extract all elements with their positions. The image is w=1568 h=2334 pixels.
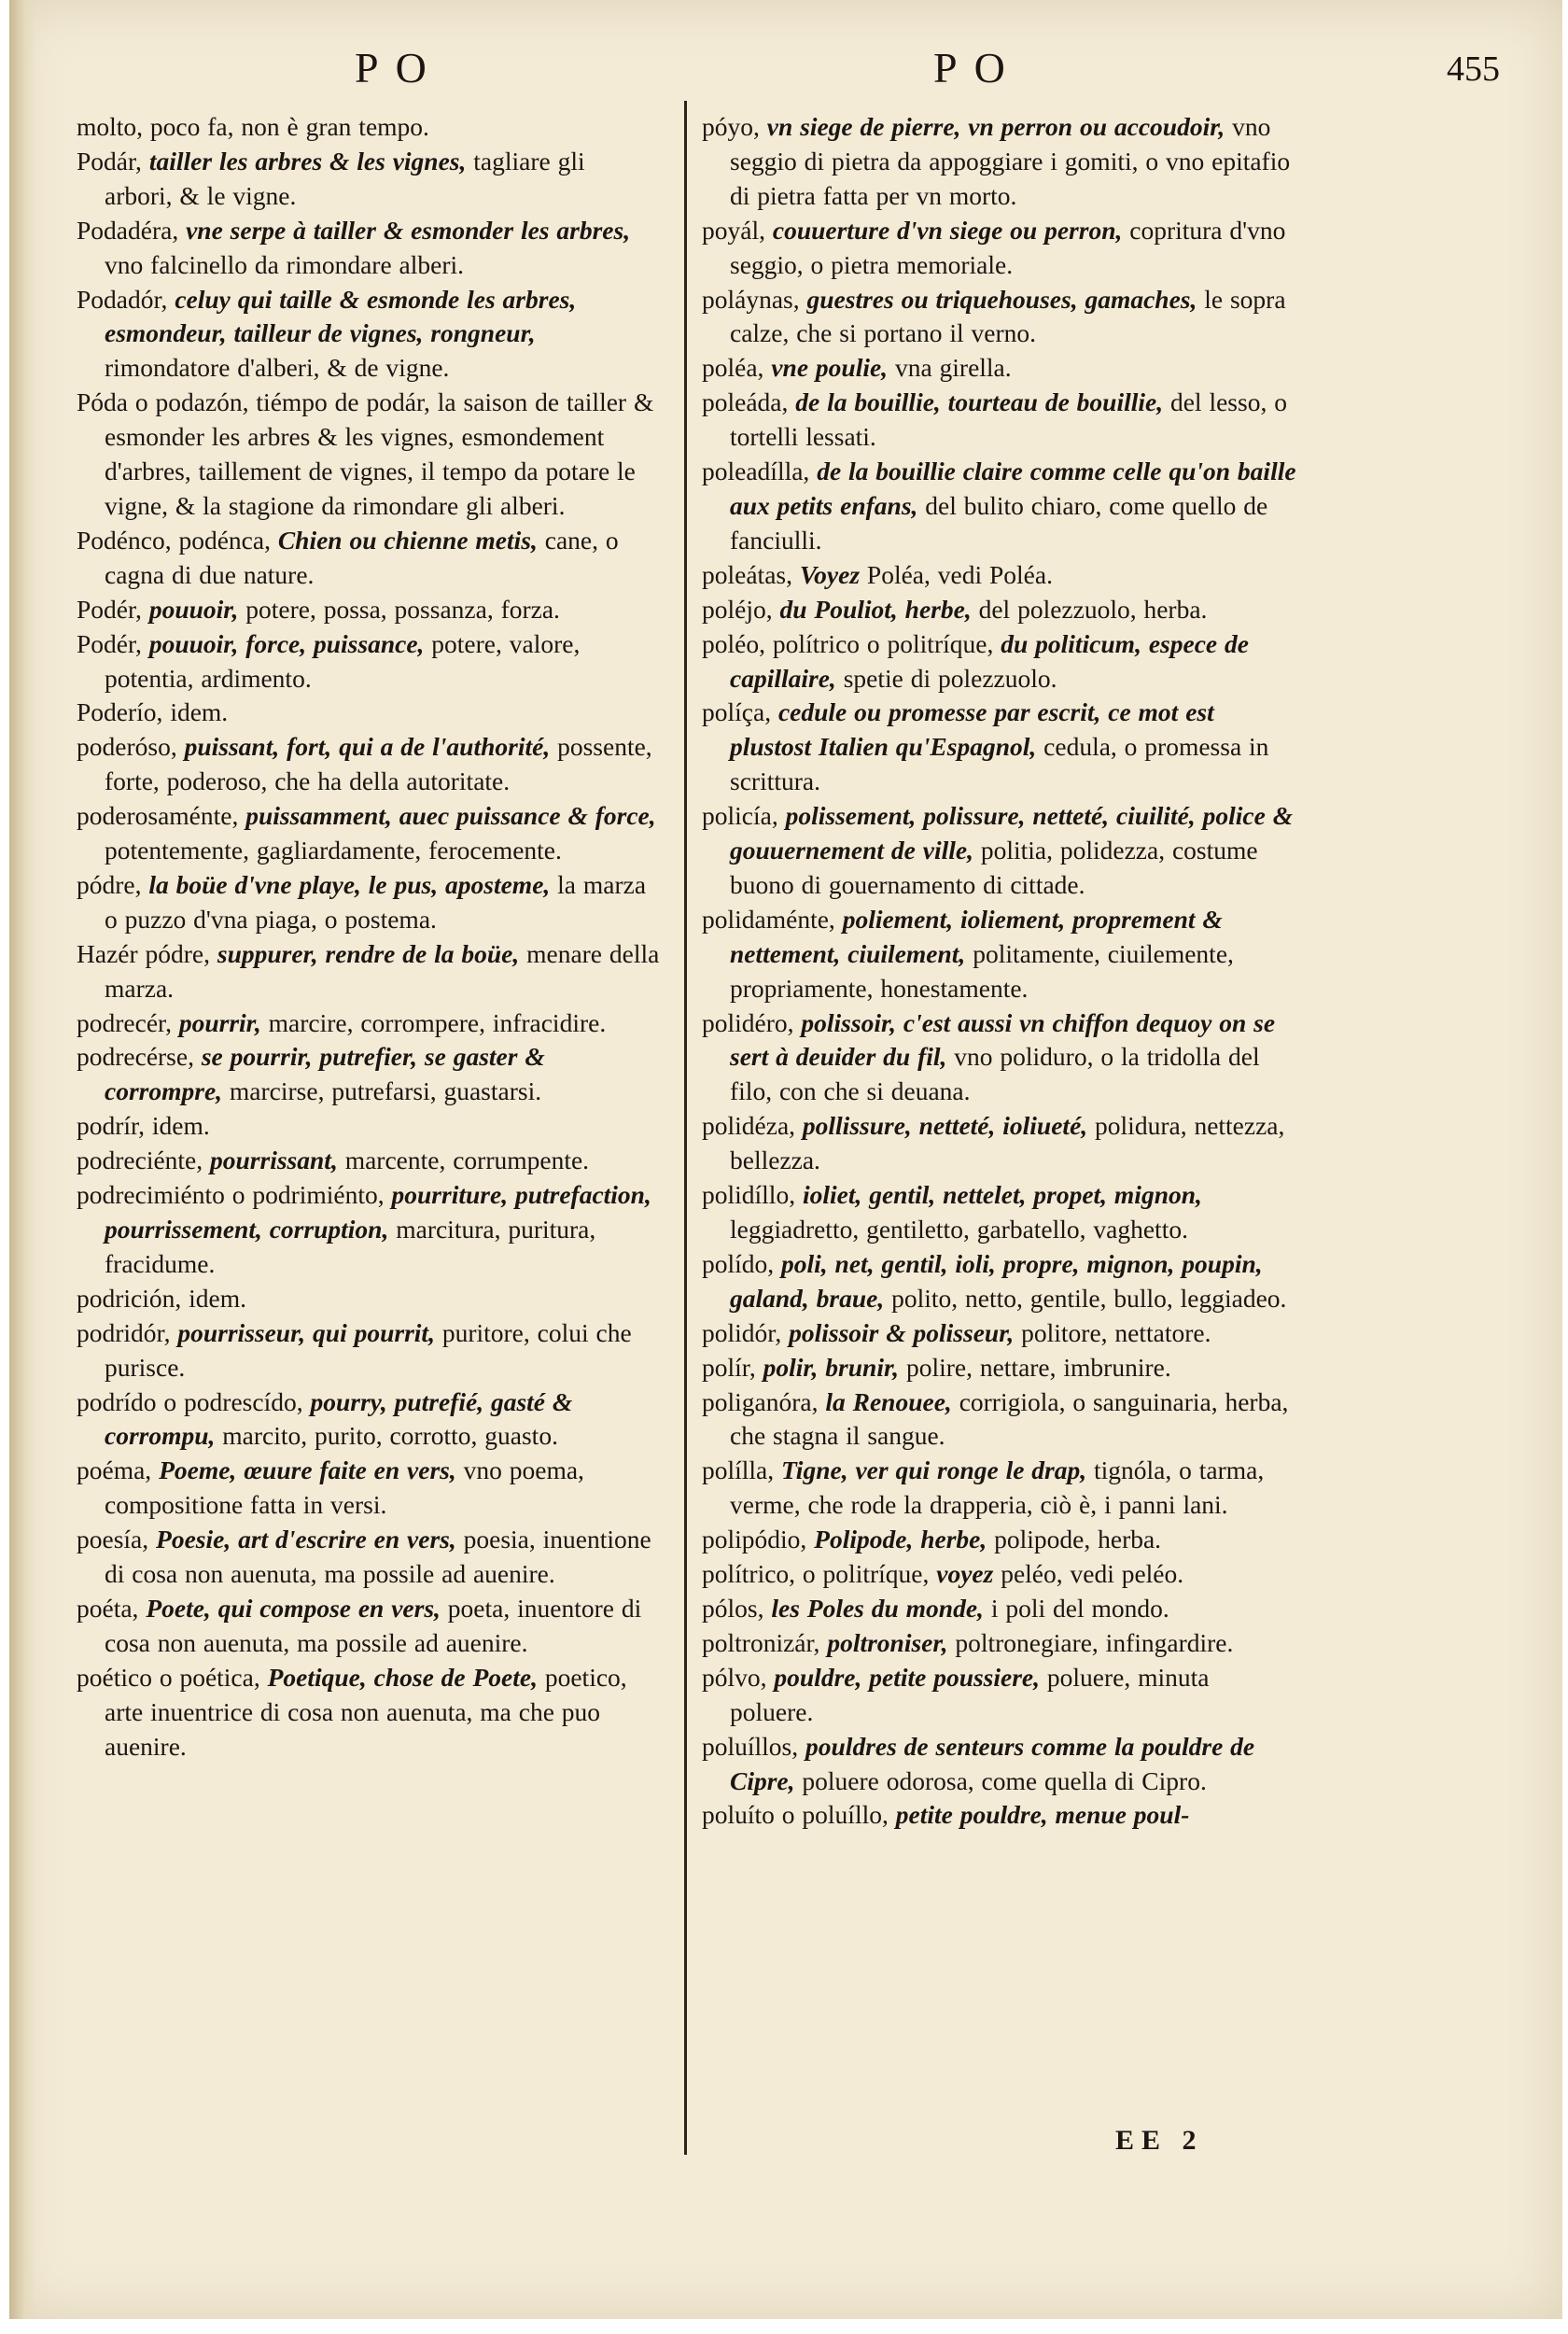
headword: Podár, <box>77 146 142 176</box>
right-column <box>702 110 1299 1833</box>
french-gloss: puissant, fort, qui a de l'authorité, <box>184 732 551 762</box>
italian-gloss: poetico, arte inuentrice di cosa non auenuta, ma che puo auenire. <box>105 1662 627 1761</box>
french-gloss: du politicum, espece de capillaire, <box>730 628 1249 693</box>
dictionary-entry <box>77 1144 660 1178</box>
french-gloss: poli, net, gentil, ioli, propre, mignon, poupin, galand, braue, <box>730 1248 1263 1313</box>
dictionary-entry <box>702 1798 1299 1833</box>
headword: poluíllos, <box>702 1731 799 1761</box>
italian-gloss: tagliare gli arbori, & le vigne. <box>105 146 585 210</box>
dictionary-entry <box>77 593 660 627</box>
dictionary-entry <box>77 1178 660 1282</box>
headword: polílla, <box>702 1455 775 1485</box>
headword: poléa, <box>702 353 764 383</box>
french-gloss: celuy qui taille & esmonde les arbres, esmondeur, tailleur de vignes, rongneur, <box>105 284 577 348</box>
french-gloss: guestres ou triquehouses, gamaches, <box>806 284 1197 314</box>
dictionary-entry <box>77 868 660 937</box>
dictionary-entry <box>77 145 660 214</box>
dictionary-entry <box>77 799 660 868</box>
italian-gloss: peléo, vedi peléo. <box>1001 1559 1184 1589</box>
headword: polír, <box>702 1352 756 1382</box>
french-gloss: Poete, qui compose en vers, <box>146 1593 441 1623</box>
headword: Hazér pódre, <box>77 938 210 968</box>
dictionary-entry <box>77 1316 660 1385</box>
left-column <box>77 110 660 1765</box>
dictionary-entry <box>77 1040 660 1109</box>
italian-gloss: marcito, purito, corrotto, guasto. <box>222 1421 558 1451</box>
dictionary-entry <box>702 1730 1299 1799</box>
headword: polidíllo, <box>702 1180 796 1210</box>
dictionary-entry <box>77 1282 660 1316</box>
italian-gloss: potere, valore, potentia, ardimento. <box>105 628 581 693</box>
italian-gloss: rimondatore d'alberi, & de vigne. <box>105 353 450 383</box>
dictionary-entry <box>77 214 660 283</box>
italian-gloss: copritura d'vno seggio, o pietra memoriale. <box>730 215 1286 279</box>
dictionary-entry <box>702 558 1299 593</box>
dictionary-entry <box>77 1592 660 1661</box>
italian-gloss: le sopra calze, che si portano il verno. <box>730 284 1286 348</box>
headword: policía, <box>702 801 778 831</box>
dictionary-entry <box>702 283 1299 352</box>
french-gloss: les Poles du monde, <box>771 1593 984 1623</box>
french-gloss: vne serpe à tailler & esmonder les arbres, <box>186 215 631 245</box>
italian-gloss: del polezzuolo, herba. <box>978 594 1208 624</box>
dictionary-entry <box>77 1006 660 1041</box>
french-gloss: polissement, polissure, netteté, ciuilité, police & gouuernement de ville, <box>730 801 1294 865</box>
headword: poéta, <box>77 1593 139 1623</box>
dictionary-entry <box>77 1523 660 1592</box>
italian-gloss: vno poliduro, o la tridolla del filo, con che si deuana. <box>730 1042 1260 1106</box>
french-gloss: se pourrir, putrefier, se gaster & corrompre, <box>105 1042 545 1106</box>
french-gloss: pourrisseur, qui pourrit, <box>177 1317 435 1347</box>
dictionary-entry <box>702 1661 1299 1730</box>
italian-gloss: polipode, herba. <box>994 1525 1162 1554</box>
italian-gloss: spetie di polezzuolo. <box>843 663 1057 693</box>
dictionary-entry <box>702 1109 1299 1178</box>
headword: Podénco, podénca, <box>77 525 271 555</box>
italian-gloss: molto, poco fa, non è gran tempo. <box>77 112 429 141</box>
headword: poético o poética, <box>77 1662 260 1692</box>
dictionary-entry <box>702 1523 1299 1557</box>
headword: poltronizár, <box>702 1627 820 1657</box>
headword: Podér, <box>77 628 142 658</box>
italian-gloss: poluere odorosa, come quella di Cipro. <box>802 1765 1207 1795</box>
headword: póyo, <box>702 112 760 141</box>
french-gloss: pouuoir, force, puissance, <box>148 628 425 658</box>
italian-gloss: polidura, nettezza, bellezza. <box>730 1111 1285 1175</box>
headword: Podér, <box>77 594 142 624</box>
italian-gloss: marcirse, putrefarsi, guastarsi. <box>229 1076 542 1106</box>
italian-gloss: cedula, o promessa in scrittura. <box>730 732 1269 796</box>
french-gloss: Chien ou chienne metis, <box>277 525 538 555</box>
italian-gloss: vno seggio di pietra da appoggiare i gomiti, o vno epitafio di pietra fatta per vn morto. <box>730 112 1291 210</box>
italian-gloss: poesia, inuentione di cosa non auenuta, ma possile ad auenire. <box>105 1525 651 1589</box>
italian-gloss: Poléa, vedi Poléa. <box>866 559 1053 589</box>
headword: Poderío, <box>77 697 163 727</box>
dictionary-entry <box>702 351 1299 386</box>
italian-gloss: idem. <box>189 1283 247 1313</box>
dictionary-entry <box>77 1454 660 1523</box>
italian-gloss: cane, o cagna di due nature. <box>105 525 619 589</box>
italian-gloss: marcitura, puritura, fracidume. <box>105 1215 596 1278</box>
french-gloss: polir, brunir, <box>763 1352 900 1382</box>
french-gloss: la boüe d'vne playe, le pus, aposteme, <box>148 869 551 899</box>
dictionary-entry <box>702 696 1299 799</box>
italian-gloss: menare della marza. <box>105 938 660 1003</box>
italian-gloss: polire, nettare, imbrunire. <box>905 1352 1171 1382</box>
french-gloss: de la bouillie, tourteau de bouillie, <box>795 387 1164 417</box>
headword: poléjo, <box>702 594 773 624</box>
french-gloss: poltroniser, <box>827 1627 948 1657</box>
headword: poluíto o poluíllo, <box>702 1800 889 1830</box>
headword: pólos, <box>702 1593 764 1623</box>
headword: Podadéra, <box>77 215 179 245</box>
headword: podrír, <box>77 1111 145 1141</box>
dictionary-entry <box>702 455 1299 558</box>
headword: polidaménte, <box>702 904 835 934</box>
french-gloss: pourriture, putrefaction, pourrissement, corruption, <box>105 1180 651 1244</box>
dictionary-entry <box>702 627 1299 696</box>
italian-gloss: politia, polidezza, costume buono di gouernamento di cittade. <box>730 836 1258 899</box>
french-gloss: la Renouee, <box>825 1386 952 1416</box>
dictionary-entry <box>77 1109 660 1144</box>
headword: podrecimiénto o podrimiénto, <box>77 1180 385 1210</box>
dictionary-entry <box>77 283 660 387</box>
headword: podrición, <box>77 1283 182 1313</box>
italian-gloss: possente, forte, poderoso, che ha della autoritate. <box>105 732 652 796</box>
italian-gloss: tiémpo de podár, la saison de tailler & esmonder les arbres & les vignes, esmondement d'arbres, taillement de vignes, il tempo da potare le vigne, & la stagione da rimondare gli alberi. <box>105 387 654 520</box>
headword: podrído o podrescído, <box>77 1386 303 1416</box>
headword: polipódio, <box>702 1525 807 1554</box>
italian-gloss: politore, nettatore. <box>1021 1317 1211 1347</box>
dictionary-entry <box>702 1316 1299 1351</box>
french-gloss: vn siege de pierre, vn perron ou accoudoir, <box>766 112 1225 141</box>
french-gloss: pourrissant, <box>210 1146 338 1175</box>
dictionary-entry <box>702 799 1299 903</box>
french-gloss: polissoir, c'est aussi vn chiffon dequoy on se sert à deuider du fil, <box>730 1007 1276 1072</box>
dictionary-entry <box>77 524 660 593</box>
dictionary-entry <box>702 1454 1299 1523</box>
column-rule <box>684 101 687 2155</box>
french-gloss: voyez <box>936 1559 994 1589</box>
french-gloss: pouuoir, <box>148 594 239 624</box>
dictionary-entry <box>702 386 1299 455</box>
french-gloss: pouldres de senteurs comme la pouldre de Cipre, <box>730 1731 1255 1795</box>
italian-gloss: del lesso, o tortelli lessati. <box>730 387 1287 452</box>
running-header <box>9 43 1562 108</box>
french-gloss: Poetique, chose de Poete, <box>267 1662 538 1692</box>
headword: poderosaménte, <box>77 801 239 831</box>
french-gloss: Voyez <box>799 559 861 589</box>
headword: poleátas, <box>702 559 792 589</box>
dictionary-entry <box>702 1247 1299 1316</box>
dictionary-entry <box>702 110 1299 214</box>
dictionary-entry <box>77 627 660 696</box>
dictionary-entry <box>702 1557 1299 1592</box>
dictionary-entry <box>77 937 660 1006</box>
italian-gloss: vno falcinello da rimondare alberi. <box>105 249 465 279</box>
dictionary-entry <box>77 1385 660 1455</box>
dictionary-entry <box>77 110 660 145</box>
binding-shadow <box>9 0 35 2319</box>
page-number: 455 <box>1447 49 1500 89</box>
italian-gloss: polito, netto, gentile, bullo, leggiadeo. <box>891 1283 1287 1313</box>
headword: podrecérse, <box>77 1042 194 1072</box>
french-gloss: Polipode, herbe, <box>814 1525 987 1554</box>
headword: pólvo, <box>702 1662 767 1692</box>
dictionary-entry <box>702 1385 1299 1455</box>
headword: podrecér, <box>77 1007 172 1037</box>
italian-gloss: corrigiola, o sanguinaria, herba, che stagna il sangue. <box>730 1386 1289 1451</box>
italian-gloss: i poli del mondo. <box>990 1593 1169 1623</box>
italian-gloss: potere, possa, possanza, forza. <box>245 594 560 624</box>
italian-gloss: poltronegiare, infingardire. <box>955 1627 1234 1657</box>
headword: poleadílla, <box>702 457 810 486</box>
french-gloss: vne poulie, <box>771 353 889 383</box>
headword: podreciénte, <box>77 1146 203 1175</box>
italian-gloss: idem. <box>170 697 229 727</box>
headword: poyál, <box>702 215 765 245</box>
french-gloss: suppurer, rendre de la boüe, <box>217 938 520 968</box>
french-gloss: pourrir, <box>178 1007 261 1037</box>
italian-gloss: poeta, inuentore di cosa non auenuta, ma possile ad auenire. <box>105 1593 642 1657</box>
french-gloss: tailler les arbres & les vignes, <box>148 146 467 176</box>
italian-gloss: vno poema, compositione fatta in versi. <box>105 1455 584 1520</box>
book-page <box>9 0 1562 2319</box>
italian-gloss: marcire, corrompere, infracidire. <box>268 1007 607 1037</box>
italian-gloss: potentemente, gagliardamente, ferocemente. <box>105 836 562 865</box>
headword: poéma, <box>77 1455 152 1485</box>
header-left: PO <box>355 44 443 91</box>
dictionary-entry <box>77 1661 660 1765</box>
headword: polído, <box>702 1248 775 1278</box>
headword: polidór, <box>702 1317 782 1347</box>
french-gloss: couuerture d'vn siege ou perron, <box>772 215 1123 245</box>
italian-gloss: tignóla, o tarma, verme, che rode la drapperia, ciò è, i panni lani. <box>730 1455 1265 1520</box>
headword: polidéza, <box>702 1111 796 1141</box>
dictionary-entry <box>702 1178 1299 1247</box>
signature-mark: EE 2 <box>1115 2125 1204 2156</box>
french-gloss: cedule ou promesse par escrit, ce mot est plustost Italien qu'Espagnol, <box>730 697 1214 762</box>
dictionary-entry <box>77 696 660 730</box>
headword: podridór, <box>77 1317 171 1347</box>
french-gloss: ioliet, gentil, nettelet, propet, mignon, <box>802 1180 1202 1210</box>
headword: políça, <box>702 697 772 727</box>
dictionary-entry <box>702 1592 1299 1626</box>
headword: poleáda, <box>702 387 789 417</box>
french-gloss: poliement, ioliement, proprement & nettement, ciuilement, <box>730 904 1223 968</box>
italian-gloss: leggiadretto, gentiletto, garbatello, vaghetto. <box>730 1215 1188 1244</box>
dictionary-entry <box>77 730 660 799</box>
italian-gloss: marcente, corrumpente. <box>344 1146 590 1175</box>
headword: Podadór, <box>77 284 168 314</box>
italian-gloss: la marza o puzzo d'vna piaga, o postema. <box>105 869 647 934</box>
dictionary-entry <box>702 1006 1299 1110</box>
header-right: PO <box>933 44 1022 91</box>
french-gloss: pourry, putrefié, gasté & corrompu, <box>105 1386 573 1451</box>
headword: polítrico, o politríque, <box>702 1559 930 1589</box>
headword: poliganóra, <box>702 1386 819 1416</box>
italian-gloss: idem. <box>151 1111 210 1141</box>
italian-gloss: puritore, colui che purisce. <box>105 1317 632 1382</box>
italian-gloss: del bulito chiaro, come quello de fanciulli. <box>730 490 1268 555</box>
french-gloss: pollissure, netteté, ioliueté, <box>802 1111 1088 1141</box>
french-gloss: Tigne, ver qui ronge le drap, <box>781 1455 1087 1485</box>
french-gloss: petite pouldre, menue poul- <box>895 1800 1190 1830</box>
french-gloss: de la bouillie claire comme celle qu'on baille aux petits enfans, <box>730 457 1296 520</box>
italian-gloss: poluere, minuta poluere. <box>730 1662 1210 1726</box>
headword: Póda o podazón, <box>77 387 249 417</box>
headword: polidéro, <box>702 1007 794 1037</box>
french-gloss: du Pouliot, herbe, <box>779 594 972 624</box>
french-gloss: puissamment, auec puissance & force, <box>245 801 656 831</box>
headword: poderóso, <box>77 732 177 762</box>
dictionary-entry <box>702 1351 1299 1385</box>
dictionary-entry <box>702 1626 1299 1661</box>
dictionary-entry <box>702 903 1299 1006</box>
french-gloss: Poesie, art d'escrire en vers, <box>156 1525 456 1554</box>
dictionary-entry <box>702 214 1299 283</box>
italian-gloss: vna girella. <box>894 353 1012 383</box>
italian-gloss: politamente, ciuilemente, propriamente, honestamente. <box>730 938 1234 1003</box>
french-gloss: polissoir & polisseur, <box>789 1317 1015 1347</box>
dictionary-entry <box>702 593 1299 627</box>
french-gloss: pouldre, petite poussiere, <box>774 1662 1041 1692</box>
headword: poláynas, <box>702 284 800 314</box>
dictionary-entry <box>77 386 660 524</box>
headword: poléo, polítrico o politríque, <box>702 628 994 658</box>
headword: poesía, <box>77 1525 149 1554</box>
french-gloss: Poeme, œuure faite en vers, <box>159 1455 456 1485</box>
headword: pódre, <box>77 869 142 899</box>
